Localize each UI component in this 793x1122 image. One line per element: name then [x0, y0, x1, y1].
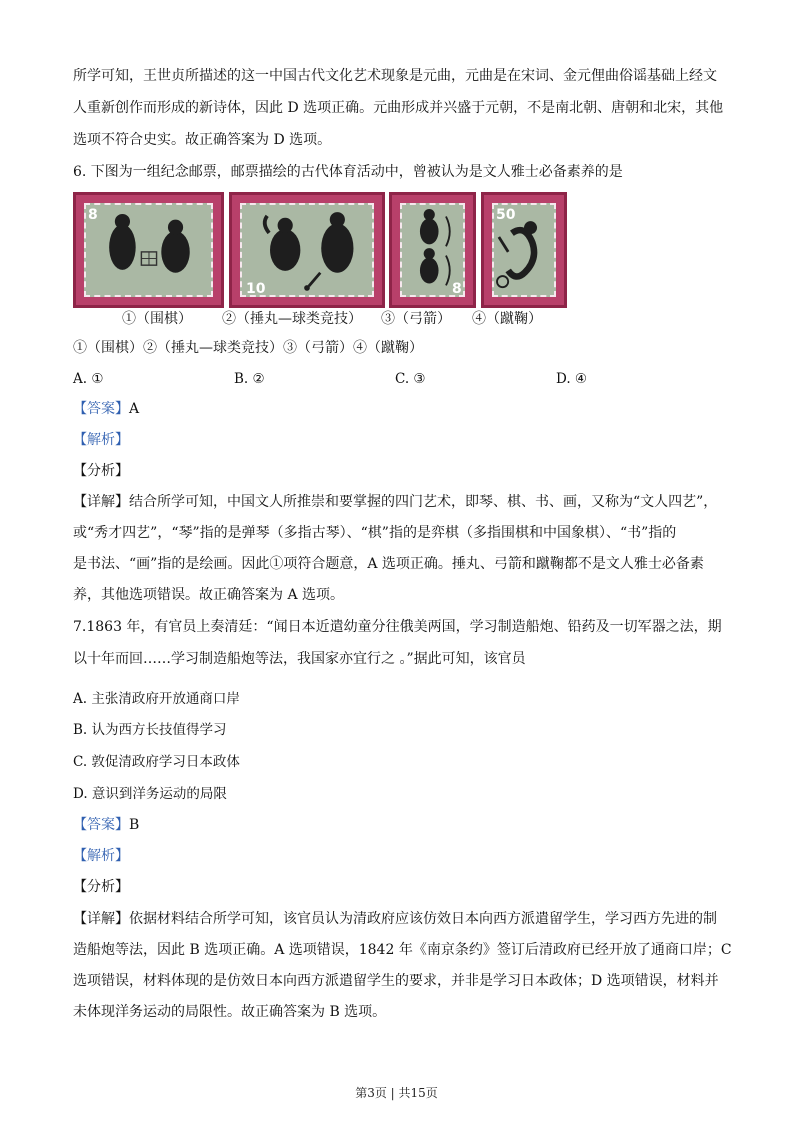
detail-tag: 【详解】	[73, 494, 129, 510]
text-line: 选项不符合史实。故正确答案为 D 选项。	[73, 132, 332, 148]
option-d: D. 意识到洋务运动的局限	[73, 786, 227, 802]
detail-text: 依据材料结合所学可知，该官员认为清政府应该仿效日本向西方派遣留学生，学习西方先进的制	[129, 911, 717, 927]
question-7-stem: 以十年而回……学习制造船炮等法，我国家亦宜行之 。”据此可知，该官员	[73, 651, 526, 667]
stamp-chuiwan-image	[229, 192, 385, 308]
stamp-go-image	[73, 192, 224, 308]
stamp-caption: ②（捶丸—球类竞技）	[222, 311, 362, 327]
answer-value: B	[129, 817, 140, 833]
answer-tag: 【答案】	[73, 817, 129, 833]
detail-line: 是书法、“画”指的是绘画。因此①项符合题意，A 选项正确。捶丸、弓箭和蹴鞠都不是文人雅士必备素	[73, 556, 704, 572]
answer-tag: 【答案】	[73, 401, 129, 417]
detail-line: 选项错误，材料体现的是仿效日本向西方派遣留学生的要求，并非是学习日本政体；D 选项错误，材料并	[73, 973, 719, 989]
question-7-stem: 7.1863 年，有官员上奏清廷：“闻日本近遣幼童分往俄美两国，学习制造船炮、铅药及一切军器之法，期	[73, 619, 722, 635]
option-c: C. ③	[395, 371, 426, 387]
stamp-value: 8	[452, 281, 462, 297]
detail-text: 结合所学可知，中国文人所推崇和要掌握的四门艺术，即琴、棋、书、画，又称为“文人四艺”，	[129, 494, 718, 510]
fenxi-tag: 【分析】	[73, 463, 129, 479]
detail-tag: 【详解】	[73, 911, 129, 927]
stamp-value: 10	[246, 281, 266, 297]
answer-row	[73, 815, 139, 835]
analysis-tag: 【解析】	[73, 432, 129, 448]
stamp-caption: ①（围棋）	[122, 311, 192, 327]
question-6-stem: 6. 下图为一组纪念邮票，邮票描绘的古代体育活动中，曾被认为是文人雅士必备素养的是	[73, 164, 623, 180]
text-line: 人重新创作而形成的新诗体，因此 D 选项正确。元曲形成并兴盛于元朝，不是南北朝、唐朝和北宋，其他	[73, 100, 724, 116]
weiqi-players-drawing	[76, 195, 221, 305]
stamp-archery-image	[389, 192, 476, 308]
option-a: A. ①	[73, 371, 104, 387]
detail-line: 养，其他选项错误。故正确答案为 A 选项。	[73, 587, 345, 603]
fenxi-tag: 【分析】	[73, 879, 129, 895]
stamp-caption: ③（弓箭）	[381, 311, 451, 327]
option-b: B. 认为西方长技值得学习	[73, 722, 227, 738]
page-footer: 第3页 | 共15页	[355, 1086, 438, 1100]
text-line: 所学可知，王世贞所描述的这一中国古代文化艺术现象是元曲，元曲是在宋词、金元俚曲俗谣基础上经文	[73, 68, 717, 84]
detail-line: 未体现洋务运动的局限性。故正确答案为 B 选项。	[73, 1004, 387, 1020]
stamp-value: 8	[88, 207, 98, 223]
answer-row	[73, 399, 139, 419]
detail-line	[73, 492, 717, 512]
option-b: B. ②	[234, 371, 265, 387]
detail-line: 或“秀才四艺”，“琴”指的是弹琴（多指古琴）、“棋”指的是弈棋（多指围棋和中国象棋）、“书”指的	[73, 525, 677, 541]
option-a: A. 主张清政府开放通商口岸	[73, 691, 240, 707]
answer-value: A	[129, 401, 140, 417]
detail-line	[73, 909, 717, 929]
stamp-value: 50	[496, 207, 516, 223]
question-6-labels: ①（围棋）②（捶丸—球类竞技）③（弓箭）④（蹴鞠）	[73, 340, 423, 356]
option-c: C. 敦促清政府学习日本政体	[73, 754, 240, 770]
analysis-tag: 【解析】	[73, 848, 129, 864]
option-d: D. ④	[556, 371, 588, 387]
detail-line: 造船炮等法，因此 B 选项正确。A 选项错误，1842 年《南京条约》签订后清政府已经开放了通商口岸；C	[73, 942, 732, 958]
stamp-cuju-image	[481, 192, 567, 308]
stamp-caption: ④（蹴鞠）	[472, 311, 542, 327]
